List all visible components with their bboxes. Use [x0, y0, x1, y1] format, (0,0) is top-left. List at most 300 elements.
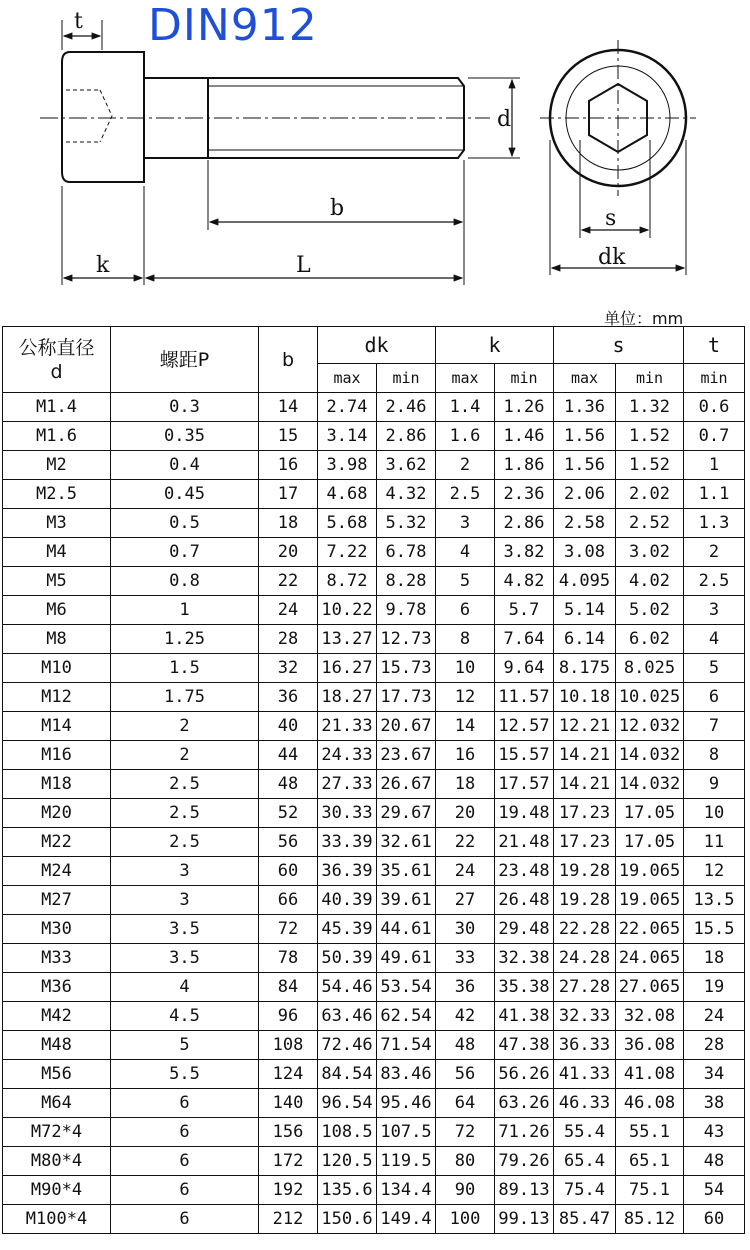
cell-pitch: 2.5	[111, 799, 259, 828]
cell-k-min: 79.26	[495, 1147, 554, 1176]
cell-s-min: 75.1	[616, 1176, 684, 1205]
cell-k-max: 1.6	[436, 422, 495, 451]
table-row	[3, 654, 745, 683]
cell-b: 52	[259, 799, 318, 828]
cell-dk-max: 84.54	[318, 1060, 377, 1089]
unit-label: 单位：mm	[604, 309, 684, 328]
cell-s-min: 2.52	[616, 509, 684, 538]
cell-pitch: 5	[111, 1031, 259, 1060]
cell-dk-max: 135.6	[318, 1176, 377, 1205]
cell-k-max: 33	[436, 944, 495, 973]
cell-s-min: 5.02	[616, 596, 684, 625]
cell-dk-min: 17.73	[377, 683, 436, 712]
table-row	[3, 451, 745, 480]
cell-pitch: 0.35	[111, 422, 259, 451]
table-row	[3, 799, 745, 828]
cell-k-min: 15.57	[495, 741, 554, 770]
cell-s-max: 36.33	[554, 1031, 616, 1060]
cell-s-min: 1.32	[616, 393, 684, 422]
cell-k-max: 2	[436, 451, 495, 480]
cell-d: M56	[3, 1060, 111, 1089]
cell-b: 48	[259, 770, 318, 799]
cell-d: M4	[3, 538, 111, 567]
table-row	[3, 1118, 745, 1147]
cell-t-min: 60	[684, 1205, 745, 1234]
cell-dk-max: 40.39	[318, 886, 377, 915]
table-row	[3, 973, 745, 1002]
cell-dk-max: 54.46	[318, 973, 377, 1002]
cell-pitch: 0.7	[111, 538, 259, 567]
cell-d: M12	[3, 683, 111, 712]
cell-k-max: 20	[436, 799, 495, 828]
cell-pitch: 1.75	[111, 683, 259, 712]
cell-dk-min: 71.54	[377, 1031, 436, 1060]
cell-k-max: 27	[436, 886, 495, 915]
header-t: t	[684, 327, 745, 364]
cell-t-min: 11	[684, 828, 745, 857]
cell-dk-max: 18.27	[318, 683, 377, 712]
table-row	[3, 1176, 745, 1205]
cell-s-max: 1.36	[554, 393, 616, 422]
table-row	[3, 683, 745, 712]
cell-s-min: 3.02	[616, 538, 684, 567]
cell-s-min: 17.05	[616, 828, 684, 857]
cell-s-min: 14.032	[616, 741, 684, 770]
cell-s-max: 4.095	[554, 567, 616, 596]
cell-s-max: 2.58	[554, 509, 616, 538]
cell-s-max: 1.56	[554, 422, 616, 451]
cell-t-min: 38	[684, 1089, 745, 1118]
cell-t-min: 5	[684, 654, 745, 683]
cell-d: M14	[3, 712, 111, 741]
cell-b: 108	[259, 1031, 318, 1060]
cell-t-min: 34	[684, 1060, 745, 1089]
cell-t-min: 0.7	[684, 422, 745, 451]
cell-s-max: 55.4	[554, 1118, 616, 1147]
cell-t-min: 54	[684, 1176, 745, 1205]
cell-k-max: 8	[436, 625, 495, 654]
cell-k-max: 10	[436, 654, 495, 683]
cell-d: M2.5	[3, 480, 111, 509]
cell-k-min: 12.57	[495, 712, 554, 741]
cell-k-max: 64	[436, 1089, 495, 1118]
header-t-min: min	[684, 364, 745, 393]
cell-s-min: 32.08	[616, 1002, 684, 1031]
cell-pitch: 2	[111, 741, 259, 770]
cell-pitch: 4.5	[111, 1002, 259, 1031]
cell-dk-min: 95.46	[377, 1089, 436, 1118]
label-L: L	[296, 253, 311, 278]
cell-b: 28	[259, 625, 318, 654]
cell-k-min: 19.48	[495, 799, 554, 828]
cell-k-min: 2.86	[495, 509, 554, 538]
cell-dk-min: 35.61	[377, 857, 436, 886]
cell-k-min: 23.48	[495, 857, 554, 886]
cell-dk-min: 39.61	[377, 886, 436, 915]
cell-pitch: 3	[111, 886, 259, 915]
cell-s-max: 19.28	[554, 886, 616, 915]
cell-b: 14	[259, 393, 318, 422]
label-dk: dk	[598, 245, 626, 270]
header-s-max: max	[554, 364, 616, 393]
cell-dk-min: 9.78	[377, 596, 436, 625]
cell-d: M24	[3, 857, 111, 886]
cell-s-min: 27.065	[616, 973, 684, 1002]
cell-d: M1.4	[3, 393, 111, 422]
cell-b: 72	[259, 915, 318, 944]
cell-s-min: 19.065	[616, 886, 684, 915]
table-row	[3, 1089, 745, 1118]
cell-s-min: 6.02	[616, 625, 684, 654]
cell-k-min: 99.13	[495, 1205, 554, 1234]
cell-s-min: 2.02	[616, 480, 684, 509]
cell-dk-min: 149.4	[377, 1205, 436, 1234]
cell-t-min: 2.5	[684, 567, 745, 596]
cell-dk-max: 8.72	[318, 567, 377, 596]
cell-b: 84	[259, 973, 318, 1002]
cell-pitch: 0.5	[111, 509, 259, 538]
table-row	[3, 480, 745, 509]
cell-b: 16	[259, 451, 318, 480]
cell-dk-max: 45.39	[318, 915, 377, 944]
cell-dk-min: 6.78	[377, 538, 436, 567]
cell-dk-min: 49.61	[377, 944, 436, 973]
cell-dk-max: 36.39	[318, 857, 377, 886]
cell-d: M100*4	[3, 1205, 111, 1234]
cell-k-min: 7.64	[495, 625, 554, 654]
cell-s-max: 3.08	[554, 538, 616, 567]
cell-s-min: 1.52	[616, 451, 684, 480]
cell-pitch: 6	[111, 1176, 259, 1205]
cell-pitch: 0.3	[111, 393, 259, 422]
cell-s-max: 32.33	[554, 1002, 616, 1031]
cell-s-min: 10.025	[616, 683, 684, 712]
cell-k-min: 29.48	[495, 915, 554, 944]
cell-s-min: 12.032	[616, 712, 684, 741]
header-dk-max: max	[318, 364, 377, 393]
bolt-dimension-drawing	[0, 0, 750, 300]
cell-t-min: 18	[684, 944, 745, 973]
cell-s-max: 24.28	[554, 944, 616, 973]
table-row	[3, 741, 745, 770]
cell-s-max: 41.33	[554, 1060, 616, 1089]
cell-d: M80*4	[3, 1147, 111, 1176]
cell-k-max: 90	[436, 1176, 495, 1205]
cell-pitch: 4	[111, 973, 259, 1002]
cell-t-min: 24	[684, 1002, 745, 1031]
drawing-title: DIN912	[148, 0, 318, 51]
cell-d: M42	[3, 1002, 111, 1031]
cell-k-min: 3.82	[495, 538, 554, 567]
table-row	[3, 393, 745, 422]
cell-pitch: 3	[111, 857, 259, 886]
cell-dk-min: 12.73	[377, 625, 436, 654]
cell-d: M3	[3, 509, 111, 538]
cell-k-min: 63.26	[495, 1089, 554, 1118]
header-dk: dk	[318, 327, 436, 364]
cell-k-max: 48	[436, 1031, 495, 1060]
cell-k-max: 36	[436, 973, 495, 1002]
cell-d: M27	[3, 886, 111, 915]
din912-dimension-table	[2, 326, 745, 1234]
table-row	[3, 1060, 745, 1089]
cell-pitch: 6	[111, 1147, 259, 1176]
cell-k-max: 12	[436, 683, 495, 712]
cell-d: M30	[3, 915, 111, 944]
cell-pitch: 6	[111, 1118, 259, 1147]
header-k: k	[436, 327, 554, 364]
table-row	[3, 422, 745, 451]
cell-t-min: 9	[684, 770, 745, 799]
cell-t-min: 1	[684, 451, 745, 480]
cell-t-min: 0.6	[684, 393, 745, 422]
cell-t-min: 7	[684, 712, 745, 741]
table-row	[3, 712, 745, 741]
cell-k-max: 1.4	[436, 393, 495, 422]
cell-dk-max: 30.33	[318, 799, 377, 828]
cell-k-max: 30	[436, 915, 495, 944]
table-row	[3, 1147, 745, 1176]
cell-s-min: 4.02	[616, 567, 684, 596]
cell-s-min: 22.065	[616, 915, 684, 944]
cell-k-max: 100	[436, 1205, 495, 1234]
cell-k-max: 24	[436, 857, 495, 886]
cell-s-min: 55.1	[616, 1118, 684, 1147]
header-dk-min: min	[377, 364, 436, 393]
cell-k-min: 5.7	[495, 596, 554, 625]
cell-b: 212	[259, 1205, 318, 1234]
cell-dk-max: 2.74	[318, 393, 377, 422]
cell-s-max: 14.21	[554, 741, 616, 770]
cell-t-min: 28	[684, 1031, 745, 1060]
header-s-min: min	[616, 364, 684, 393]
bolt-end-view	[540, 40, 696, 275]
cell-b: 15	[259, 422, 318, 451]
header-nominal-diameter: 公称直径 d	[3, 327, 111, 393]
cell-s-max: 17.23	[554, 799, 616, 828]
cell-pitch: 0.4	[111, 451, 259, 480]
cell-d: M36	[3, 973, 111, 1002]
cell-dk-max: 13.27	[318, 625, 377, 654]
cell-pitch: 1	[111, 596, 259, 625]
cell-pitch: 5.5	[111, 1060, 259, 1089]
cell-pitch: 1.5	[111, 654, 259, 683]
cell-dk-min: 20.67	[377, 712, 436, 741]
cell-k-max: 4	[436, 538, 495, 567]
cell-k-max: 72	[436, 1118, 495, 1147]
cell-dk-max: 150.6	[318, 1205, 377, 1234]
cell-dk-max: 96.54	[318, 1089, 377, 1118]
cell-dk-max: 33.39	[318, 828, 377, 857]
cell-dk-max: 72.46	[318, 1031, 377, 1060]
cell-t-min: 1.1	[684, 480, 745, 509]
cell-t-min: 2	[684, 538, 745, 567]
cell-s-max: 1.56	[554, 451, 616, 480]
cell-b: 32	[259, 654, 318, 683]
cell-b: 172	[259, 1147, 318, 1176]
cell-d: M20	[3, 799, 111, 828]
cell-dk-max: 27.33	[318, 770, 377, 799]
cell-b: 24	[259, 596, 318, 625]
cell-k-min: 32.38	[495, 944, 554, 973]
label-s: s	[605, 206, 617, 231]
cell-pitch: 6	[111, 1205, 259, 1234]
cell-s-max: 27.28	[554, 973, 616, 1002]
cell-d: M33	[3, 944, 111, 973]
cell-k-max: 14	[436, 712, 495, 741]
cell-s-min: 41.08	[616, 1060, 684, 1089]
cell-s-min: 1.52	[616, 422, 684, 451]
cell-d: M1.6	[3, 422, 111, 451]
cell-k-max: 42	[436, 1002, 495, 1031]
cell-t-min: 10	[684, 799, 745, 828]
label-b: b	[330, 196, 345, 221]
cell-dk-max: 16.27	[318, 654, 377, 683]
cell-dk-min: 15.73	[377, 654, 436, 683]
header-k-min: min	[495, 364, 554, 393]
cell-k-max: 2.5	[436, 480, 495, 509]
cell-pitch: 3.5	[111, 944, 259, 973]
cell-d: M5	[3, 567, 111, 596]
cell-s-min: 24.065	[616, 944, 684, 973]
cell-b: 22	[259, 567, 318, 596]
cell-dk-min: 134.4	[377, 1176, 436, 1205]
table-row	[3, 567, 745, 596]
cell-k-min: 35.38	[495, 973, 554, 1002]
cell-s-max: 22.28	[554, 915, 616, 944]
cell-k-min: 4.82	[495, 567, 554, 596]
cell-k-min: 89.13	[495, 1176, 554, 1205]
cell-k-min: 41.38	[495, 1002, 554, 1031]
cell-s-min: 8.025	[616, 654, 684, 683]
cell-b: 20	[259, 538, 318, 567]
table-row	[3, 1205, 745, 1234]
cell-s-min: 46.08	[616, 1089, 684, 1118]
cell-dk-max: 3.14	[318, 422, 377, 451]
cell-s-min: 17.05	[616, 799, 684, 828]
cell-pitch: 1.25	[111, 625, 259, 654]
cell-dk-min: 29.67	[377, 799, 436, 828]
cell-k-max: 56	[436, 1060, 495, 1089]
cell-s-max: 8.175	[554, 654, 616, 683]
cell-dk-min: 3.62	[377, 451, 436, 480]
cell-k-min: 9.64	[495, 654, 554, 683]
cell-s-min: 14.032	[616, 770, 684, 799]
cell-s-max: 75.4	[554, 1176, 616, 1205]
cell-k-min: 11.57	[495, 683, 554, 712]
cell-dk-min: 53.54	[377, 973, 436, 1002]
label-t: t	[74, 9, 83, 34]
cell-k-min: 1.46	[495, 422, 554, 451]
cell-b: 140	[259, 1089, 318, 1118]
cell-d: M2	[3, 451, 111, 480]
table-row	[3, 625, 745, 654]
bolt-side-view	[62, 52, 464, 182]
cell-b: 96	[259, 1002, 318, 1031]
table-row	[3, 596, 745, 625]
cell-k-min: 26.48	[495, 886, 554, 915]
cell-dk-max: 63.46	[318, 1002, 377, 1031]
cell-s-max: 85.47	[554, 1205, 616, 1234]
cell-k-max: 6	[436, 596, 495, 625]
cell-s-max: 17.23	[554, 828, 616, 857]
cell-s-min: 85.12	[616, 1205, 684, 1234]
cell-k-min: 47.38	[495, 1031, 554, 1060]
cell-d: M10	[3, 654, 111, 683]
cell-dk-max: 24.33	[318, 741, 377, 770]
cell-s-max: 6.14	[554, 625, 616, 654]
cell-s-max: 14.21	[554, 770, 616, 799]
cell-pitch: 3.5	[111, 915, 259, 944]
cell-k-max: 5	[436, 567, 495, 596]
cell-k-min: 2.36	[495, 480, 554, 509]
header-s: s	[554, 327, 684, 364]
cell-d: M72*4	[3, 1118, 111, 1147]
cell-b: 36	[259, 683, 318, 712]
table-row	[3, 944, 745, 973]
cell-k-max: 22	[436, 828, 495, 857]
cell-s-max: 10.18	[554, 683, 616, 712]
table-row	[3, 886, 745, 915]
label-d: d	[497, 107, 512, 132]
cell-d: M22	[3, 828, 111, 857]
cell-b: 66	[259, 886, 318, 915]
cell-t-min: 6	[684, 683, 745, 712]
cell-k-max: 16	[436, 741, 495, 770]
cell-dk-min: 119.5	[377, 1147, 436, 1176]
cell-dk-min: 62.54	[377, 1002, 436, 1031]
cell-s-max: 65.4	[554, 1147, 616, 1176]
cell-t-min: 3	[684, 596, 745, 625]
cell-b: 78	[259, 944, 318, 973]
cell-s-max: 46.33	[554, 1089, 616, 1118]
table-row	[3, 828, 745, 857]
cell-s-max: 2.06	[554, 480, 616, 509]
cell-k-min: 56.26	[495, 1060, 554, 1089]
table-row	[3, 857, 745, 886]
cell-k-min: 1.86	[495, 451, 554, 480]
cell-b: 192	[259, 1176, 318, 1205]
cell-dk-max: 108.5	[318, 1118, 377, 1147]
cell-k-min: 71.26	[495, 1118, 554, 1147]
cell-dk-min: 4.32	[377, 480, 436, 509]
cell-pitch: 2.5	[111, 828, 259, 857]
cell-t-min: 1.3	[684, 509, 745, 538]
cell-pitch: 2.5	[111, 770, 259, 799]
cell-k-min: 21.48	[495, 828, 554, 857]
header-pitch: 螺距P	[111, 327, 259, 393]
cell-dk-min: 107.5	[377, 1118, 436, 1147]
cell-dk-max: 7.22	[318, 538, 377, 567]
cell-k-min: 17.57	[495, 770, 554, 799]
cell-dk-min: 5.32	[377, 509, 436, 538]
cell-dk-min: 2.86	[377, 422, 436, 451]
cell-k-max: 3	[436, 509, 495, 538]
table-row	[3, 1031, 745, 1060]
cell-s-max: 19.28	[554, 857, 616, 886]
cell-dk-min: 26.67	[377, 770, 436, 799]
cell-b: 60	[259, 857, 318, 886]
table-row	[3, 770, 745, 799]
cell-s-min: 36.08	[616, 1031, 684, 1060]
table-body	[3, 393, 745, 1234]
cell-s-max: 5.14	[554, 596, 616, 625]
cell-s-min: 65.1	[616, 1147, 684, 1176]
cell-s-min: 19.065	[616, 857, 684, 886]
cell-dk-max: 3.98	[318, 451, 377, 480]
header-b: b	[259, 327, 318, 393]
cell-t-min: 13.5	[684, 886, 745, 915]
